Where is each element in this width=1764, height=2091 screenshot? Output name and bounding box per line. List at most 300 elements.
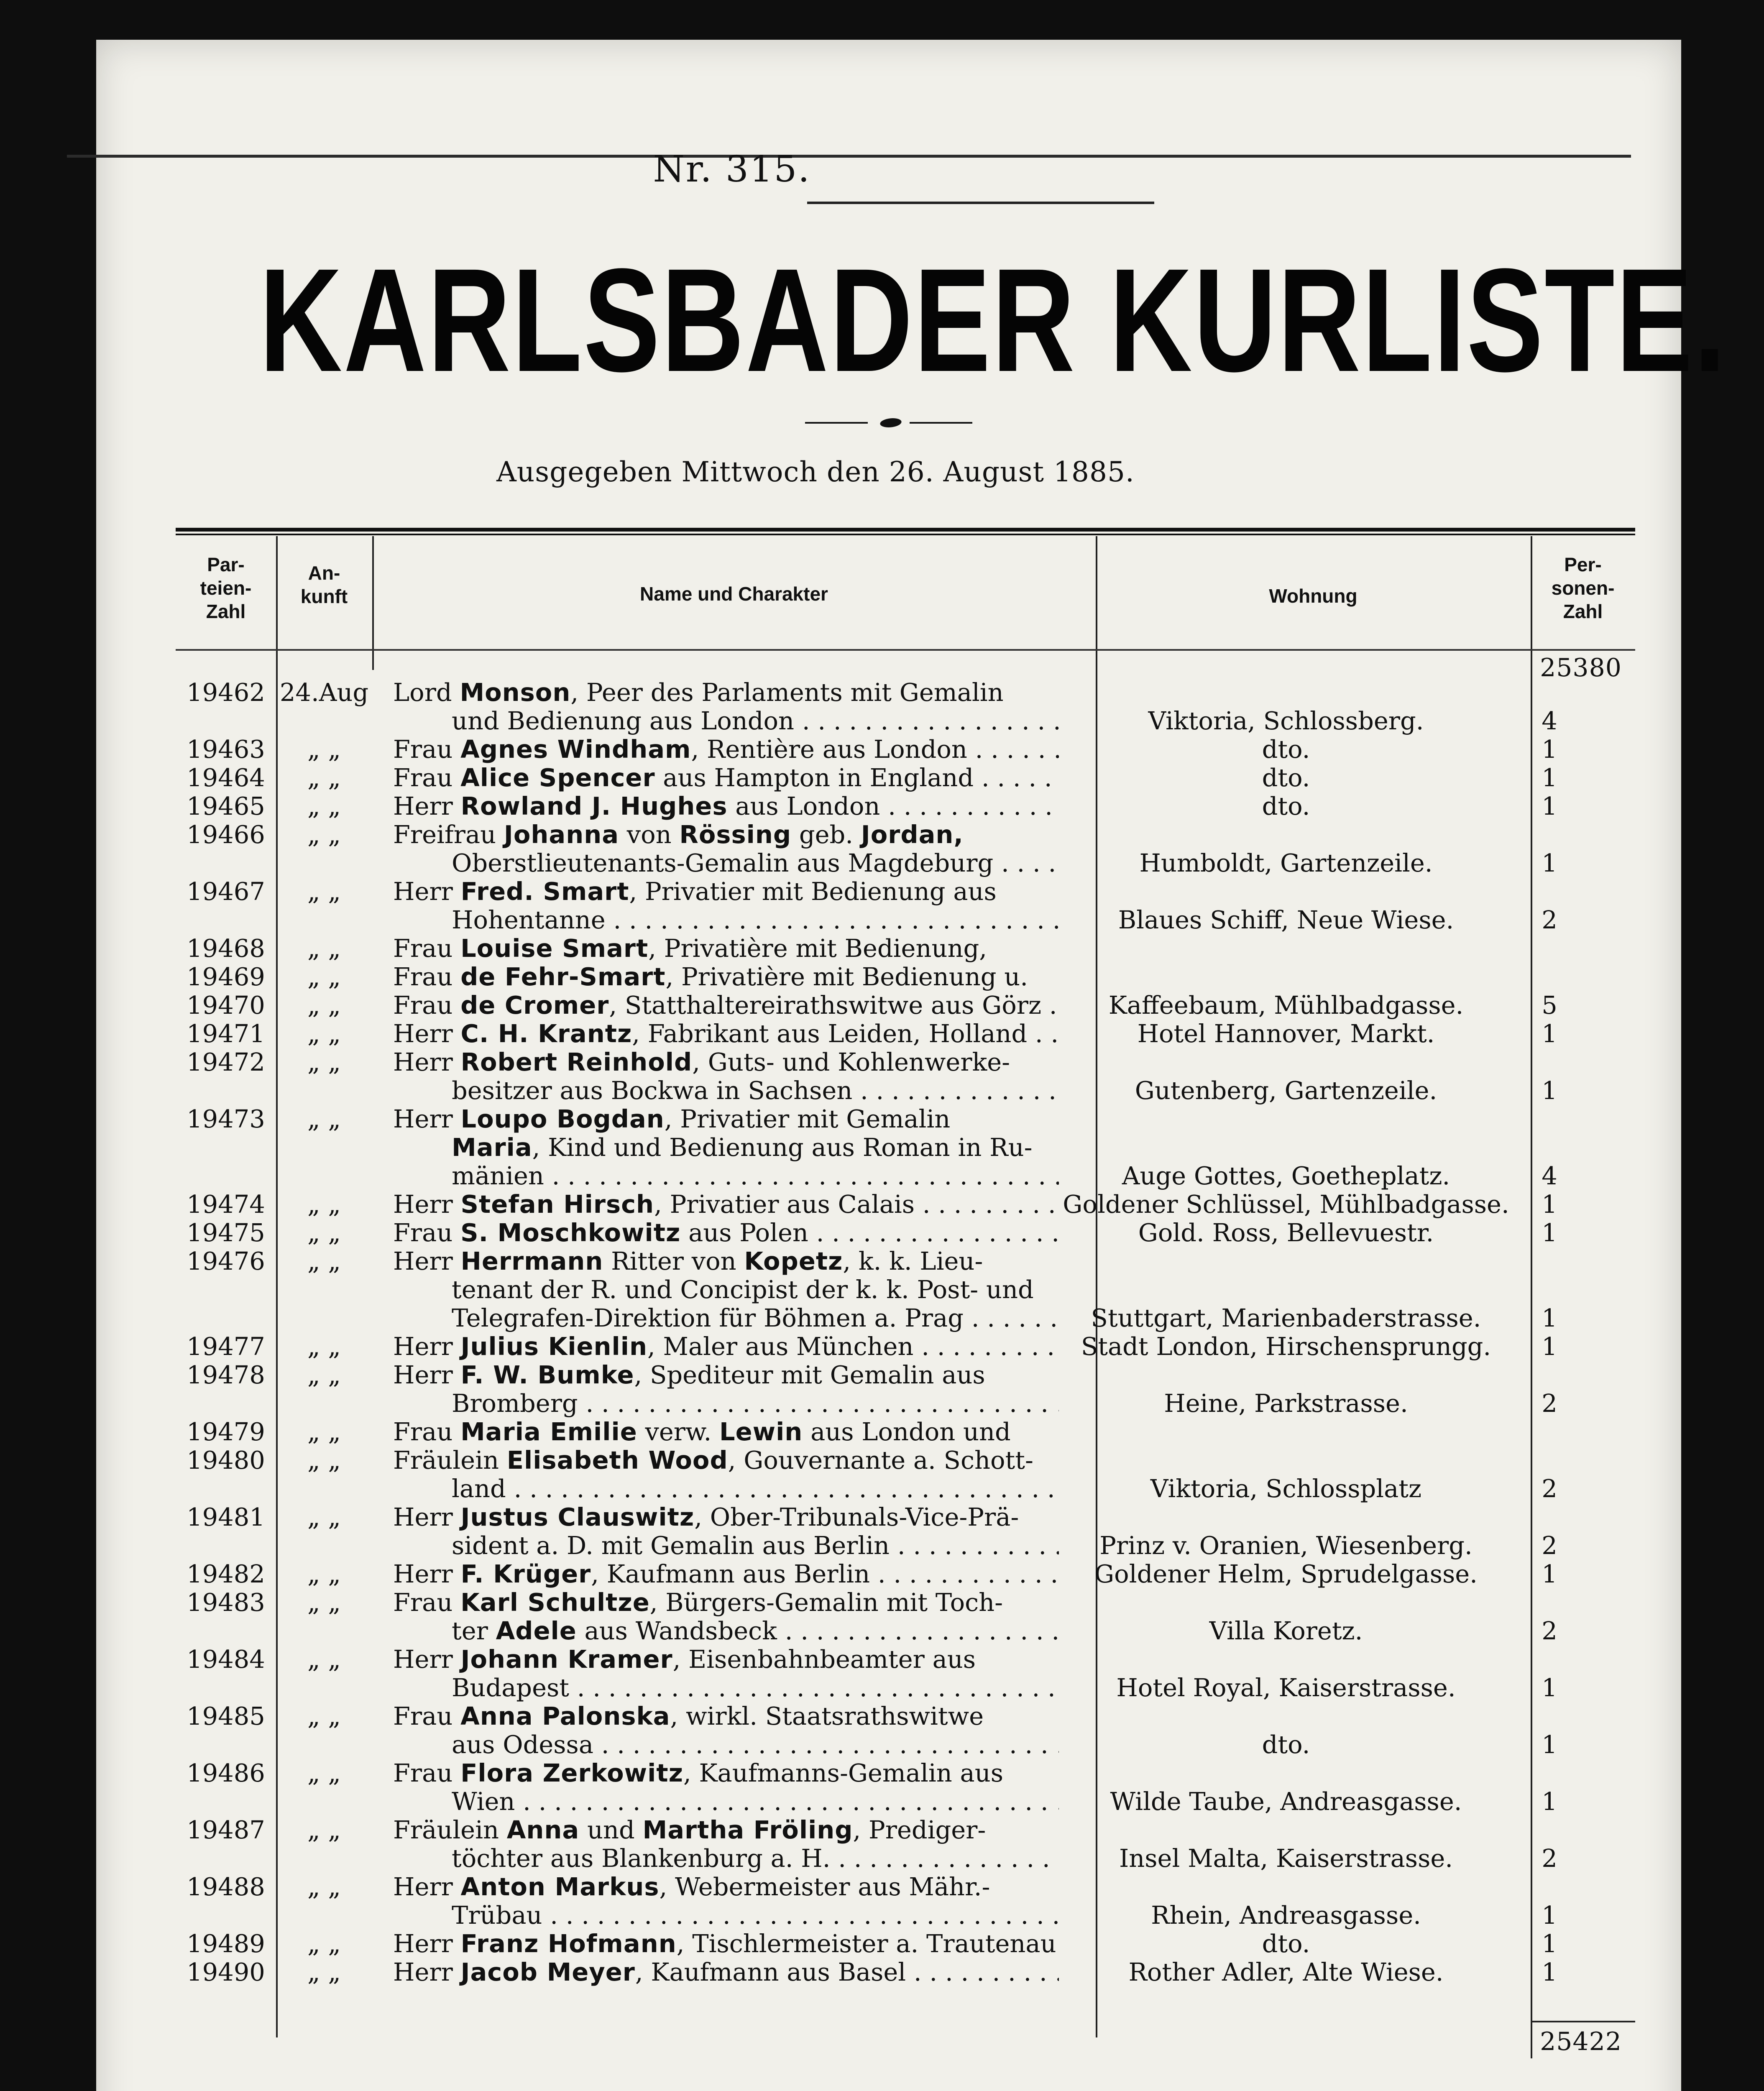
entry-text: Oberstlieutenants-Gemalin aus Magdeburg (452, 849, 994, 877)
entry-line (393, 1901, 1059, 1930)
entry-row (176, 1446, 1635, 1503)
entry-row (176, 1759, 1635, 1816)
party-number: 19462 (187, 678, 265, 707)
entry-text: Herr (393, 1361, 461, 1389)
header-persons-line: sonen- (1551, 577, 1615, 599)
guest-name-description (372, 1190, 1066, 1219)
entry-text: , Kind und Bedienung aus Roman in Ru- (532, 1133, 1033, 1162)
entry-text: , Privatier mit Bedienung aus (629, 877, 997, 906)
guest-name-description (372, 991, 1066, 1020)
entry-line (393, 1702, 1059, 1731)
guest-name: Fred. Smart (460, 877, 629, 906)
entry-text: tenant der R. und Concipist der k. k. Post- und (452, 1276, 1034, 1304)
guest-name-description (372, 1503, 1066, 1560)
entry-text: Trübau (452, 1901, 542, 1930)
entries (176, 678, 1635, 1986)
entry-line (393, 1418, 1059, 1446)
entry-text: von (619, 821, 680, 849)
entry-text: Herr (393, 1560, 461, 1588)
opening-total: 25380 (1540, 653, 1622, 683)
party-number: 19482 (187, 1559, 265, 1588)
guest-name-description (372, 1361, 1066, 1418)
party-number: 19477 (187, 1332, 265, 1361)
arrival-date: „ „ (307, 1815, 341, 1844)
persons-count: 1 (1542, 1190, 1557, 1219)
guest-name-description (372, 792, 1066, 821)
guest-name: Agnes Windham (460, 735, 691, 764)
persons-count: 1 (1542, 1218, 1557, 1247)
entry-line (393, 1190, 1059, 1219)
header-persons-line: Per- (1564, 554, 1602, 575)
entry-text: ter (452, 1617, 496, 1645)
party-number: 19466 (187, 820, 265, 849)
guest-name-description (372, 1702, 1066, 1759)
entry-text: , wirkl. Staatsrathswitwe (670, 1702, 984, 1731)
residence: Rother Adler, Alte Wiese. (1128, 1958, 1444, 1986)
entry-text: , Maler aus München (647, 1332, 914, 1361)
entry-text: Herr (393, 1190, 461, 1219)
guest-name-description (372, 1816, 1066, 1873)
entry-line (393, 877, 1059, 906)
entry-line (393, 1361, 1059, 1389)
ornament-line-left (805, 422, 868, 424)
residence: Gold. Ross, Bellevuestr. (1138, 1218, 1434, 1247)
residence (1066, 1418, 1506, 1446)
entry-line (393, 1645, 1059, 1674)
issue-number-rule (807, 202, 1154, 204)
guest-name: Rowland J. Hughes (460, 792, 728, 821)
party-number: 19465 (187, 792, 265, 821)
arrival-date: „ „ (307, 1247, 341, 1276)
arrival-date: „ „ (307, 934, 341, 963)
arrival-date: „ „ (307, 1048, 341, 1076)
ornament-center (878, 418, 903, 427)
entry-line (393, 764, 1059, 792)
residence: Auge Gottes, Goetheplatz. (1122, 1161, 1450, 1190)
entry-text: Frau (393, 1702, 461, 1731)
entry-line (393, 1731, 1059, 1759)
residence: Humboldt, Gartenzeile. (1139, 849, 1433, 877)
party-number: 19463 (187, 735, 265, 764)
arrival-date: „ „ (307, 1645, 341, 1674)
header-party-number-line: Zahl (206, 601, 246, 622)
guest-name-description (372, 1048, 1066, 1105)
residence: Stadt London, Hirschensprungg. (1081, 1332, 1491, 1361)
header-party-number-line: teien- (200, 577, 252, 599)
party-number: 19488 (187, 1872, 265, 1901)
entry-text: Telegrafen-Direktion für Böhmen a. Prag (452, 1304, 964, 1332)
entry-text: , Rentière aus London (691, 735, 967, 764)
entry-text: , Ober-Tribunals-Vice-Prä- (694, 1503, 1019, 1531)
entry-text: , Privatière mit Bedienung, (648, 934, 987, 963)
entry-line (393, 1304, 1059, 1332)
party-number: 19468 (187, 934, 265, 963)
guest-name-description (372, 1873, 1066, 1930)
guest-name: Anna Palonska (460, 1702, 670, 1731)
entry-line (393, 1332, 1059, 1361)
entry-text: , Privatière mit Bedienung u. (665, 963, 1028, 991)
guest-name-description (372, 934, 1066, 963)
guest-name-description (372, 1418, 1066, 1446)
header-residence: Wohnung (1269, 585, 1358, 607)
persons-count: 1 (1542, 1076, 1557, 1105)
guest-name: Rössing (679, 821, 792, 849)
entry-line (393, 1958, 1059, 1986)
entry-line (393, 906, 1059, 934)
persons-count: 1 (1542, 735, 1557, 764)
entry-line (393, 1759, 1059, 1787)
persons-count: 2 (1542, 1531, 1557, 1560)
entry-text: mänien (452, 1162, 544, 1190)
guest-name-description (372, 877, 1066, 934)
entry-text: Herr (393, 1048, 461, 1076)
entry-text: Herr (393, 792, 461, 821)
party-number: 19481 (187, 1503, 265, 1531)
header-rule (176, 649, 1635, 651)
guest-name-description (372, 1645, 1066, 1702)
residence: Heine, Parkstrasse. (1164, 1389, 1408, 1418)
entry-row (176, 1361, 1635, 1418)
arrival-date: „ „ (307, 1958, 341, 1986)
persons-count: 1 (1542, 1019, 1557, 1048)
entry-row (176, 991, 1635, 1020)
entry-line (393, 678, 1059, 707)
party-number: 19487 (187, 1815, 265, 1844)
entry-text: geb. (791, 821, 861, 849)
persons-count: 2 (1542, 1474, 1557, 1503)
closing-total: 25422 (1540, 2027, 1622, 2056)
guest-name: Louise Smart (460, 934, 649, 963)
header-persons-line: Zahl (1563, 601, 1603, 622)
entry-text: , Kaufmann aus Berlin (591, 1560, 870, 1588)
entry-text: aus Odessa (452, 1731, 593, 1759)
entry-text: aus Polen (680, 1219, 808, 1247)
party-number: 19474 (187, 1190, 265, 1219)
entry-row (176, 1588, 1635, 1645)
entry-row (176, 764, 1635, 792)
entry-line (393, 849, 1059, 877)
party-number: 19490 (187, 1958, 265, 1986)
guest-list-table (176, 528, 1635, 2056)
entry-row (176, 1247, 1635, 1332)
arrival-date: „ „ (307, 1104, 341, 1133)
entry-line (393, 1020, 1059, 1048)
arrival-date: „ „ (307, 763, 341, 792)
entry-text: Frau (393, 1418, 461, 1446)
entry-text: land (452, 1475, 506, 1503)
entry-row (176, 1816, 1635, 1873)
party-number: 19489 (187, 1929, 265, 1958)
entry-text: , Webermeister aus Mähr.- (659, 1873, 990, 1901)
entry-text: , Statthaltereirathswitwe aus Görz (609, 991, 1042, 1020)
arrival-date: „ „ (307, 735, 341, 764)
entry-text: , Privatier mit Gemalin (664, 1105, 951, 1133)
persons-count (1506, 1418, 1610, 1446)
persons-count (1506, 934, 1610, 963)
guest-name-description (372, 1588, 1066, 1645)
guest-name: Johann Kramer (460, 1645, 673, 1674)
entry-text: Bromberg (452, 1389, 578, 1418)
party-number: 19483 (187, 1588, 265, 1617)
guest-name-description (372, 1958, 1066, 1986)
persons-count: 1 (1542, 1901, 1557, 1930)
entry-text: Herr (393, 1873, 461, 1901)
entry-line (393, 735, 1059, 764)
entry-line (393, 1105, 1059, 1133)
entry-text: Herr (393, 1020, 461, 1048)
entry-text: , Guts- und Kohlenwerke- (692, 1048, 1010, 1076)
entry-text: Herr (393, 877, 461, 906)
entry-row (176, 1702, 1635, 1759)
entry-text: Frau (393, 934, 461, 963)
ornament-divider (805, 418, 977, 427)
residence: Wilde Taube, Andreasgasse. (1110, 1787, 1462, 1816)
header-name: Name und Charakter (640, 583, 828, 605)
residence: Viktoria, Schlossberg. (1148, 706, 1424, 735)
entry-text: Frau (393, 735, 461, 764)
entry-row (176, 877, 1635, 934)
persons-count: 1 (1542, 1673, 1557, 1702)
residence (1066, 963, 1506, 991)
entry-line (393, 1531, 1059, 1560)
entry-line (393, 963, 1059, 991)
header-arrival (276, 561, 372, 608)
arrival-date: „ „ (307, 1360, 341, 1389)
issue-number: Nr. 315. (653, 148, 811, 190)
persons-count: 1 (1542, 1559, 1557, 1588)
entry-text: , Fabrikant aus Leiden, Holland (632, 1020, 1028, 1048)
entry-line (393, 1475, 1059, 1503)
entry-text: besitzer aus Bockwa in Sachsen (452, 1076, 853, 1105)
persons-count: 1 (1542, 1332, 1557, 1361)
entry-row (176, 792, 1635, 821)
residence: dto. (1262, 735, 1310, 764)
entry-text: Budapest (452, 1674, 569, 1702)
guest-name: Anna (506, 1816, 580, 1844)
entry-text: , Peer des Parlaments mit Gemalin (570, 678, 1004, 707)
guest-name: Stefan Hirsch (460, 1190, 654, 1219)
entry-row (176, 1418, 1635, 1446)
arrival-date: „ „ (307, 1503, 341, 1531)
guest-name-description (372, 735, 1066, 764)
persons-count: 1 (1542, 1958, 1557, 1986)
party-number: 19486 (187, 1759, 265, 1787)
residence: dto. (1262, 763, 1310, 792)
party-number: 19467 (187, 877, 265, 906)
guest-name: F. W. Bumke (460, 1361, 634, 1389)
entry-text: Frau (393, 1759, 461, 1787)
residence: Blaues Schiff, Neue Wiese. (1118, 905, 1454, 934)
arrival-date: „ „ (307, 991, 341, 1020)
party-number: 19485 (187, 1702, 265, 1731)
arrival-date: „ „ (307, 1446, 341, 1475)
entry-line (393, 1446, 1059, 1475)
arrival-date: „ „ (307, 1702, 341, 1731)
guest-name: Herrmann (460, 1247, 603, 1276)
issue-date-line: Ausgegeben Mittwoch den 26. August 1885. (496, 456, 1135, 488)
guest-name-description (372, 963, 1066, 991)
entry-line (393, 1560, 1059, 1588)
arrival-date: „ „ (307, 1588, 341, 1617)
entry-text: aus London und (803, 1418, 1011, 1446)
guest-name: Franz Hofmann (460, 1930, 677, 1958)
guest-name: Karl Schultze (460, 1588, 650, 1617)
entry-text: , Prediger- (853, 1816, 986, 1844)
entry-row (176, 735, 1635, 764)
residence: dto. (1262, 1929, 1310, 1958)
entry-line (393, 1162, 1059, 1190)
entry-line (393, 934, 1059, 963)
residence: Hotel Hannover, Markt. (1137, 1019, 1435, 1048)
entry-text: Frau (393, 1588, 461, 1617)
guest-name: Maria Emilie (460, 1418, 637, 1446)
entry-text: und (579, 1816, 643, 1844)
entry-text: Herr (393, 1958, 461, 1986)
persons-count: 4 (1542, 1161, 1557, 1190)
guest-name-description (372, 1759, 1066, 1816)
arrival-date: 24.Aug (279, 678, 369, 707)
guest-name: Kopetz (744, 1247, 843, 1276)
masthead-title (259, 232, 1727, 408)
entry-text: verw. (637, 1418, 719, 1446)
entry-text: Fräulein (393, 1816, 507, 1844)
entry-line (393, 1816, 1059, 1844)
guest-name: Maria (452, 1133, 532, 1162)
entry-text: Frau (393, 963, 461, 991)
guest-name-description (372, 1105, 1066, 1190)
residence (1066, 934, 1506, 963)
persons-count: 5 (1542, 991, 1557, 1020)
guest-name: Anton Markus (460, 1873, 660, 1901)
entry-line (393, 1873, 1059, 1901)
entry-row (176, 821, 1635, 877)
arrival-date: „ „ (307, 1559, 341, 1588)
residence: Gutenberg, Gartenzeile. (1135, 1076, 1437, 1105)
residence: Prinz v. Oranien, Wiesenberg. (1099, 1531, 1473, 1560)
entry-text: sident a. D. mit Gemalin aus Berlin (452, 1531, 890, 1560)
residence: Kaffeebaum, Mühlbadgasse. (1108, 991, 1464, 1020)
guest-name: S. Moschkowitz (460, 1219, 681, 1247)
entry-line (393, 1787, 1059, 1816)
guest-name: Martha Fröling (642, 1816, 853, 1844)
entry-row (176, 1930, 1635, 1958)
entry-text: Frau (393, 991, 461, 1020)
entry-text: Wien (452, 1787, 515, 1816)
entry-line (393, 1930, 1059, 1958)
entry-row (176, 1219, 1635, 1247)
arrival-date: „ „ (307, 1332, 341, 1361)
header-arrival-line: An- (308, 562, 340, 584)
residence: Viktoria, Schlossplatz (1150, 1474, 1422, 1503)
entry-line (393, 1219, 1059, 1247)
entry-text: und Bedienung aus London (452, 707, 795, 735)
entry-row (176, 1560, 1635, 1588)
entry-text: , Kaufmanns-Gemalin aus (683, 1759, 1003, 1787)
guest-name: Jordan, (861, 821, 964, 849)
residence: Goldener Schlüssel, Mühlbadgasse. (1063, 1190, 1509, 1219)
residence: dto. (1262, 1730, 1310, 1759)
party-number: 19484 (187, 1645, 265, 1674)
ornament-line-right (910, 422, 972, 424)
entry-row (176, 678, 1635, 735)
guest-name: F. Krüger (460, 1560, 591, 1588)
guest-name-description (372, 1020, 1066, 1048)
party-number: 19475 (187, 1218, 265, 1247)
entry-row (176, 1105, 1635, 1190)
guest-name: Loupo Bogdan (460, 1105, 665, 1133)
persons-count: 2 (1542, 1844, 1557, 1873)
entry-line (393, 707, 1059, 735)
party-number: 19469 (187, 962, 265, 991)
entry-row (176, 1048, 1635, 1105)
entry-text: , Spediteur mit Gemalin aus (634, 1361, 985, 1389)
header-arrival-line: kunft (300, 585, 348, 607)
header-party-number (176, 553, 276, 623)
guest-name: Elisabeth Wood (506, 1446, 728, 1475)
entry-text: Hohentanne (452, 906, 606, 934)
arrival-date: „ „ (307, 1759, 341, 1787)
party-number: 19470 (187, 991, 265, 1020)
header-party-number-line: Par- (207, 554, 245, 575)
guest-name: Justus Clauswitz (460, 1503, 695, 1531)
entry-line (393, 1247, 1059, 1276)
entry-text: Lord (393, 678, 460, 707)
persons-count: 2 (1542, 905, 1557, 934)
party-number: 19480 (187, 1446, 265, 1475)
entry-text: töchter aus Blankenburg a. H. (452, 1844, 831, 1873)
party-number: 19472 (187, 1048, 265, 1076)
guest-name-description (372, 821, 1066, 877)
guest-name-description (372, 764, 1066, 792)
persons-count: 2 (1542, 1616, 1557, 1645)
entry-text: Fräulein (393, 1446, 507, 1475)
entry-line (393, 1674, 1059, 1702)
guest-name: Alice Spencer (460, 764, 655, 792)
guest-name-description (372, 1219, 1066, 1247)
table-top-rule (176, 528, 1635, 532)
guest-name: de Fehr-Smart (460, 963, 666, 991)
entry-line (393, 1389, 1059, 1418)
entry-line (393, 1133, 1059, 1162)
arrival-date: „ „ (307, 1019, 341, 1048)
entry-line (393, 1503, 1059, 1531)
arrival-date: „ „ (307, 1218, 341, 1247)
guest-name: Jacob Meyer (460, 1958, 635, 1986)
guest-name: C. H. Krantz (460, 1020, 632, 1048)
guest-name-description (372, 1332, 1066, 1361)
residence: Goldener Helm, Sprudelgasse. (1094, 1559, 1478, 1588)
party-number: 19478 (187, 1360, 265, 1389)
entry-line (393, 991, 1059, 1020)
guest-name-description (372, 1560, 1066, 1588)
entry-line (393, 1844, 1059, 1873)
entry-row (176, 1332, 1635, 1361)
guest-name: Adele (496, 1617, 577, 1645)
arrival-date: „ „ (307, 792, 341, 821)
entry-row (176, 1645, 1635, 1702)
entry-line (393, 1076, 1059, 1105)
header-persons (1531, 553, 1635, 623)
entry-text: aus London (727, 792, 880, 821)
persons-count: 1 (1542, 1929, 1557, 1958)
entry-text: Ritter von (603, 1247, 744, 1276)
entry-row (176, 934, 1635, 963)
entry-text: , Tischlermeister a. Trautenau (676, 1930, 1056, 1958)
guest-name-description (372, 678, 1066, 735)
residence: Villa Koretz. (1209, 1616, 1363, 1645)
entry-text: , Gouvernante a. Schott- (728, 1446, 1033, 1475)
arrival-date: „ „ (307, 1417, 341, 1446)
